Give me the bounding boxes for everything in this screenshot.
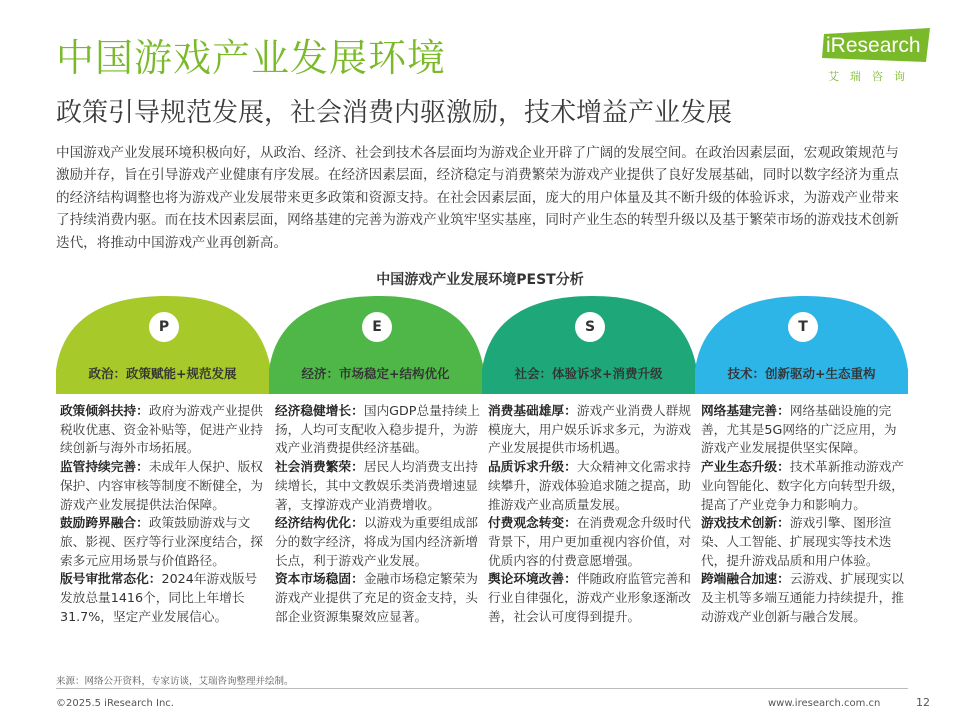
pest-item-head: 社会消费繁荣： xyxy=(275,459,364,475)
source-note: 来源：网络公开资料，专家访谈，艾瑞咨询整理并绘制。 xyxy=(56,676,294,687)
pest-letter-e: E xyxy=(362,312,392,342)
pest-column-technology xyxy=(701,402,907,626)
pest-item xyxy=(488,514,694,570)
pest-item xyxy=(60,458,266,514)
footer-divider xyxy=(56,688,908,689)
intro-paragraph: 中国游戏产业发展环境积极向好，从政治、经济、社会到技术各层面均为游戏企业开辟了广阔的发展空间。在政治因素层面，宏观政策规范与激励并存，旨在引导游戏产业健康有序发展。在经济因素层面，经济稳定与消费繁荣为游戏产业提供了良好发展基础，同时以数字经济为重点的经济结构调整也将为游戏产业发展带来更多政策和资源支持。在社会因素层面，庞大的用户体量及其不断升级的体验诉求，为游戏产业带来了持续消费内驱。而在技术因素层面，网络基建的完善为游戏产业筑牢坚实基座，同时产业生态的转型升级以及基于繁荣市场的游戏技术创新迭代，将推动中国游戏产业再创新高。 xyxy=(56,145,899,251)
pest-item xyxy=(60,570,266,626)
pest-item-head: 跨端融合加速： xyxy=(701,571,790,587)
pest-item-head: 舆论环境改善： xyxy=(488,571,577,587)
pest-item-body: 未成年人保护、版权保护、内容审核等制度不断健全，为游戏产业发展提供法治保障。 xyxy=(60,459,263,512)
pest-item-body: 在消费观念升级时代背景下，用户更加重视内容价值，对优质内容的付费意愿增强。 xyxy=(488,515,691,568)
pest-item-head: 经济结构优化： xyxy=(275,515,364,531)
pest-item xyxy=(701,514,907,570)
pest-item-head: 游戏技术创新： xyxy=(701,515,790,531)
pest-item-body: 游戏引擎、图形渲染、人工智能、扩展现实等技术迭代，提升游戏品质和用户体验。 xyxy=(701,515,892,568)
logo-subtext: 艾瑞咨询 xyxy=(828,70,916,83)
pest-item xyxy=(488,458,694,514)
pest-item xyxy=(488,570,694,626)
pest-item-body: 伴随政府监管完善和行业自律强化，游戏产业形象逐渐改善，社会认可度得到提升。 xyxy=(488,571,691,624)
page-number: 12 xyxy=(916,696,930,709)
pest-item-head: 消费基础雄厚： xyxy=(488,403,577,418)
pest-item xyxy=(60,402,266,458)
logo-text: iResearch xyxy=(826,34,921,57)
page-title: 中国游戏产业发展环境 xyxy=(56,36,447,80)
pest-item-head: 资本市场稳固： xyxy=(275,571,364,587)
pest-band-economic: 经济：市场稳定+结构优化 xyxy=(301,366,450,381)
pest-letter-s: S xyxy=(575,312,605,342)
pest-item-head: 政策倾斜扶持： xyxy=(60,403,149,418)
pest-item-body: 技术革新推动游戏产业向智能化、数字化方向转型升级，提高了产业竞争力和影响力。 xyxy=(701,459,904,512)
pest-item xyxy=(275,570,481,626)
pest-letter-t: T xyxy=(788,312,818,342)
pest-item-body: 2024年游戏版号发放总量1416个，同比上年增长31.7%，坚定产业发展信心。 xyxy=(60,571,258,624)
pest-item xyxy=(701,458,907,514)
pest-item-body: 国内GDP总量持续上扬，人均可支配收入稳步提升，为游戏产业消费提供经济基础。 xyxy=(275,403,480,456)
pest-band-political: 政治：政策赋能+规范发展 xyxy=(88,366,237,381)
pest-item-head: 监管持续完善： xyxy=(60,459,149,475)
iresearch-logo xyxy=(822,28,932,88)
pest-item xyxy=(60,514,266,570)
pest-item-head: 经济稳健增长： xyxy=(275,403,364,418)
pest-column-social xyxy=(488,402,694,626)
pest-item xyxy=(488,402,694,458)
pest-item-body: 网络基础设施的完善，尤其是5G网络的广泛应用，为游戏产业发展提供坚实保障。 xyxy=(701,403,897,456)
pest-diagram xyxy=(56,290,908,395)
pest-column-political xyxy=(60,402,266,626)
pest-letter-p: P xyxy=(149,312,179,342)
website-link[interactable]: www.iresearch.com.cn xyxy=(768,698,881,709)
pest-item-body: 游戏产业消费人群规模庞大，用户娱乐诉求多元，为游戏产业发展提供市场机遇。 xyxy=(488,403,691,456)
pest-title: 中国游戏产业发展环境PEST分析 xyxy=(376,272,584,288)
pest-item-head: 品质诉求升级： xyxy=(488,459,577,475)
pest-item-head: 付费观念转变： xyxy=(488,515,577,531)
pest-item-head: 产业生态升级： xyxy=(701,459,790,475)
pest-item-body: 金融市场稳定繁荣为游戏产业提供了充足的资金支持，头部企业资源集聚效应显著。 xyxy=(275,571,478,624)
pest-item-body: 大众精神文化需求持续攀升，游戏体验追求随之提高，助推游戏产业高质量发展。 xyxy=(488,459,691,512)
pest-item xyxy=(275,402,481,458)
pest-item-body: 以游戏为重要组成部分的数字经济，将成为国内经济新增长点，利于游戏产业发展。 xyxy=(275,515,478,568)
pest-item xyxy=(701,402,907,458)
pest-item-body: 政府为游戏产业提供税收优惠、资金补贴等，促进产业持续创新与海外市场拓展。 xyxy=(60,403,263,456)
pest-item-body: 政策鼓励游戏与文旅、影视、医疗等行业深度结合，探索多元应用场景与价值路径。 xyxy=(60,515,263,568)
pest-band-technology: 技术：创新驱动+生态重构 xyxy=(727,366,876,381)
pest-item xyxy=(275,514,481,570)
pest-item-body: 居民人均消费支出持续增长，其中文教娱乐类消费增速显著，支撑游戏产业消费增收。 xyxy=(275,459,478,512)
pest-item-head: 鼓励跨界融合： xyxy=(60,515,149,531)
pest-item-body: 云游戏、扩展现实以及主机等多端互通能力持续提升，推动游戏产业创新与融合发展。 xyxy=(701,571,904,624)
pest-item-head: 版号审批常态化： xyxy=(60,571,162,587)
pest-band-social: 社会：体验诉求+消费升级 xyxy=(514,366,663,381)
pest-item xyxy=(275,458,481,514)
page-subtitle: 政策引导规范发展，社会消费内驱激励，技术增益产业发展 xyxy=(56,98,733,128)
pest-column-economic xyxy=(275,402,481,626)
copyright-text: ©2025.5 iResearch Inc. xyxy=(56,698,174,709)
pest-item-head: 网络基建完善： xyxy=(701,403,790,418)
pest-item xyxy=(701,570,907,626)
